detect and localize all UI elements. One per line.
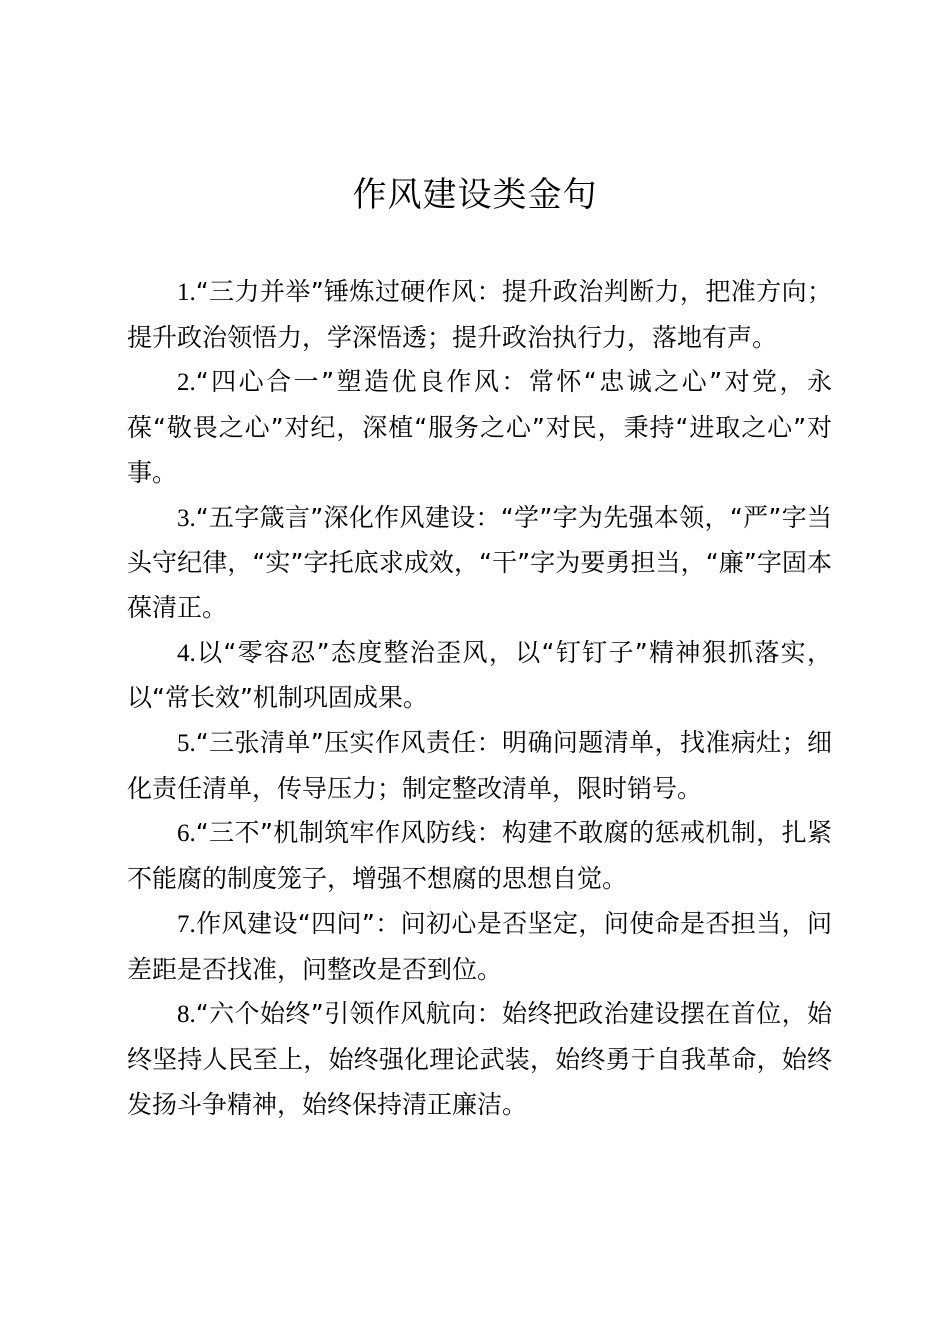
paragraph-number: 4. (177, 639, 196, 667)
paragraph-number: 8. (177, 1001, 196, 1029)
paragraph-text: “三不”机制筑牢作风防线：构建不敢腐的惩戒机制，扎紧不能腐的制度笼子，增强不想腐的思想自觉。 (127, 818, 832, 894)
paragraph-4 (127, 631, 832, 721)
paragraph-text: 作风建设“四问”：问初心是否坚定，问使命是否担当，问差距是否找准，问整改是否到位。 (127, 908, 832, 984)
paragraph-text: 以“零容忍”态度整治歪风，以“钉钉子”精神狠抓落实，以“常长效”机制巩固成果。 (127, 637, 832, 713)
paragraph-text: “四心合一”塑造优良作风：常怀“忠诚之心”对党，永葆“敬畏之心”对纪，深植“服务之心”对民，秉持“进取之心”对事。 (127, 367, 832, 487)
paragraph-5 (127, 721, 832, 811)
paragraph-1 (127, 270, 832, 360)
paragraph-number: 1. (177, 279, 196, 306)
paragraph-text: “六个始终”引领作风航向：始终把政治建设摆在首位，始终坚持人民至上，始终强化理论武装，始终勇于自我革命，始终发扬斗争精神，始终保持清正廉洁。 (127, 999, 832, 1119)
paragraph-number: 5. (177, 730, 196, 758)
document-body (127, 270, 832, 1127)
paragraph-number: 7. (177, 910, 196, 938)
paragraph-text: “五字箴言”深化作风建设：“学”字为先强本领，“严”字当头守纪律，“实”字托底求成效，“干”字为要勇担当，“廉”字固本葆清正。 (127, 502, 832, 622)
paragraph-number: 2. (177, 369, 196, 397)
document-title: 作风建设类金句 (352, 175, 598, 215)
paragraph-6 (127, 811, 832, 901)
paragraph-number: 3. (177, 504, 196, 532)
paragraph-text: “三张清单”压实作风责任：明确问题清单，找准病灶；细化责任清单，传导压力；制定整改清单，限时销号。 (127, 728, 832, 803)
paragraph-2 (127, 360, 832, 495)
paragraph-8 (127, 992, 832, 1127)
paragraph-number: 6. (177, 820, 196, 848)
paragraph-3 (127, 496, 832, 631)
paragraph-7 (127, 902, 832, 992)
paragraph-text: “三力并举”锤炼过硬作风：提升政治判断力，把准方向；提升政治领悟力，学深悟透；提升政治执行力，落地有声。 (127, 277, 832, 352)
